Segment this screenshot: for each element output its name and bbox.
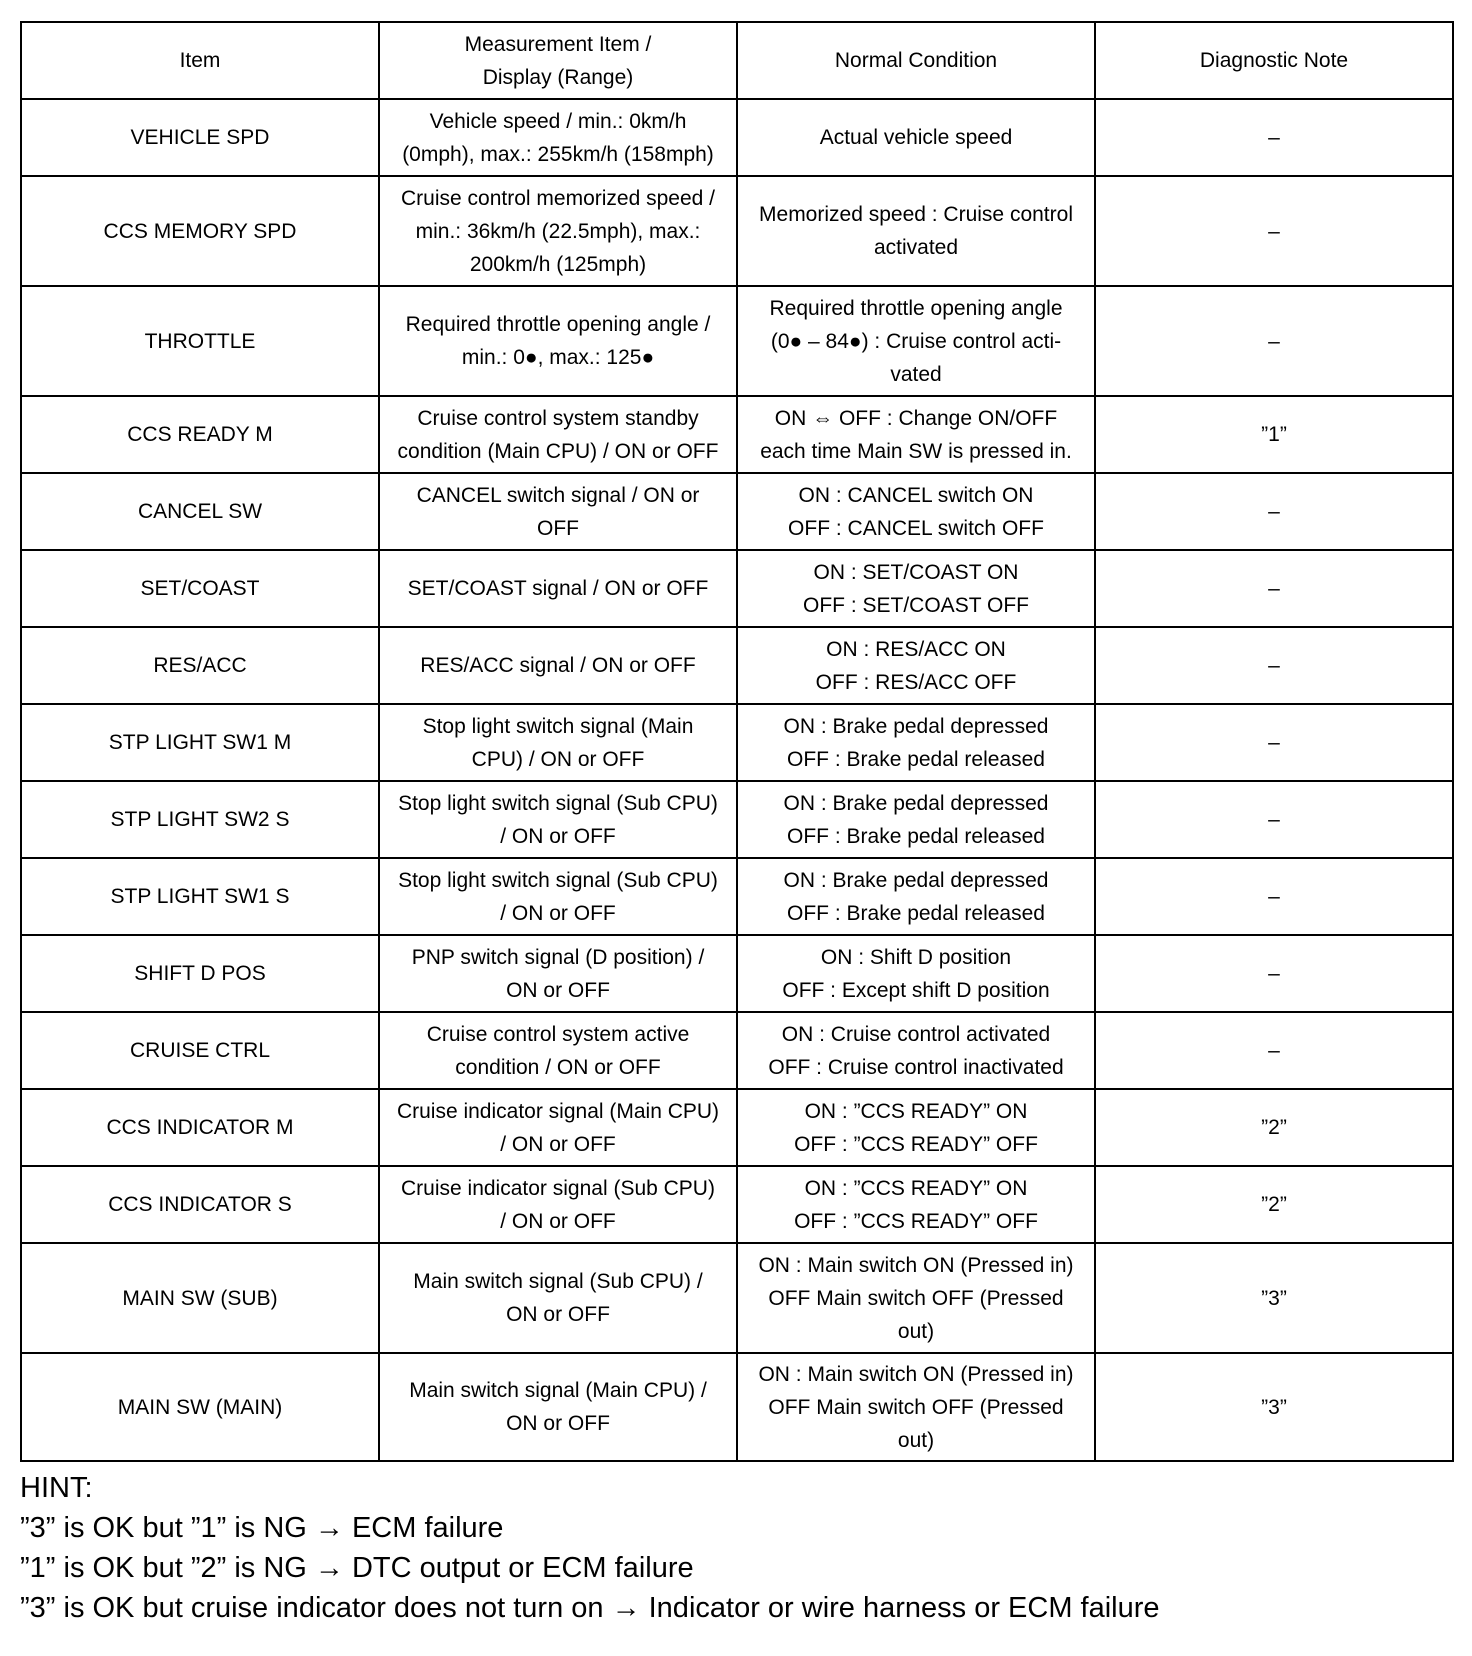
table-row	[21, 935, 1453, 1012]
cell-condition: Required throttle opening angle (0● – 84●) : Cruise control acti- vated	[737, 286, 1095, 396]
cell-measurement: Stop light switch signal (Sub CPU) / ON or OFF	[379, 781, 737, 858]
cell-item: MAIN SW (MAIN)	[21, 1353, 379, 1461]
header-measurement-item: Measurement Item / Display (Range)	[379, 22, 737, 99]
cell-item: CCS MEMORY SPD	[21, 176, 379, 286]
document-sheet	[20, 21, 1452, 1628]
cell-condition: ON : ”CCS READY” ON OFF : ”CCS READY” OFF	[737, 1089, 1095, 1166]
cell-measurement: Required throttle opening angle / min.: 0●, max.: 125●	[379, 286, 737, 396]
table-row	[21, 1243, 1453, 1353]
table-row	[21, 627, 1453, 704]
cell-condition: ON : Main switch ON (Pressed in) OFF Main switch OFF (Pressed out)	[737, 1353, 1095, 1461]
cell-measurement: Vehicle speed / min.: 0km/h (0mph), max.: 255km/h (158mph)	[379, 99, 737, 176]
cell-note: –	[1095, 781, 1453, 858]
cell-measurement: Stop light switch signal (Main CPU) / ON or OFF	[379, 704, 737, 781]
table-header-row	[21, 22, 1453, 99]
cell-item: MAIN SW (SUB)	[21, 1243, 379, 1353]
cell-condition: ON : Shift D position OFF : Except shift D position	[737, 935, 1095, 1012]
cell-measurement: Stop light switch signal (Sub CPU) / ON or OFF	[379, 858, 737, 935]
cell-condition: ON ⇔ OFF : Change ON/OFF each time Main SW is pressed in.	[737, 396, 1095, 473]
cell-note: –	[1095, 627, 1453, 704]
table-row	[21, 550, 1453, 627]
cell-note: ”3”	[1095, 1243, 1453, 1353]
cell-condition: ON : Brake pedal depressed OFF : Brake pedal released	[737, 858, 1095, 935]
table-row	[21, 286, 1453, 396]
cell-measurement: Cruise control system standby condition (Main CPU) / ON or OFF	[379, 396, 737, 473]
cell-note: –	[1095, 473, 1453, 550]
cell-measurement: CANCEL switch signal / ON or OFF	[379, 473, 737, 550]
cell-measurement: Cruise indicator signal (Sub CPU) / ON or OFF	[379, 1166, 737, 1243]
cell-item: CCS INDICATOR S	[21, 1166, 379, 1243]
cell-note: –	[1095, 99, 1453, 176]
cell-condition: ON : ”CCS READY” ON OFF : ”CCS READY” OFF	[737, 1166, 1095, 1243]
cell-condition: Memorized speed : Cruise control activated	[737, 176, 1095, 286]
cell-note: –	[1095, 858, 1453, 935]
cell-condition: ON : RES/ACC ON OFF : RES/ACC OFF	[737, 627, 1095, 704]
table-row	[21, 781, 1453, 858]
cell-measurement: PNP switch signal (D position) / ON or OFF	[379, 935, 737, 1012]
cell-item: VEHICLE SPD	[21, 99, 379, 176]
table-row	[21, 1166, 1453, 1243]
cell-note: ”2”	[1095, 1166, 1453, 1243]
cell-note: ”2”	[1095, 1089, 1453, 1166]
table-row	[21, 704, 1453, 781]
cell-measurement: Main switch signal (Main CPU) / ON or OFF	[379, 1353, 737, 1461]
cell-note: ”3”	[1095, 1353, 1453, 1461]
cell-note: –	[1095, 176, 1453, 286]
header-normal-condition: Normal Condition	[737, 22, 1095, 99]
cell-note: ”1”	[1095, 396, 1453, 473]
cell-item: THROTTLE	[21, 286, 379, 396]
cell-condition: ON : CANCEL switch ON OFF : CANCEL switch OFF	[737, 473, 1095, 550]
table-row	[21, 473, 1453, 550]
cell-note: –	[1095, 550, 1453, 627]
data-list-table	[20, 21, 1454, 1462]
cell-condition: ON : Main switch ON (Pressed in) OFF Main switch OFF (Pressed out)	[737, 1243, 1095, 1353]
cell-measurement: SET/COAST signal / ON or OFF	[379, 550, 737, 627]
hint-title: HINT:	[20, 1472, 93, 1504]
cell-note: –	[1095, 704, 1453, 781]
cell-condition: Actual vehicle speed	[737, 99, 1095, 176]
cell-condition: ON : Brake pedal depressed OFF : Brake pedal released	[737, 704, 1095, 781]
cell-condition: ON : SET/COAST ON OFF : SET/COAST OFF	[737, 550, 1095, 627]
cell-note: –	[1095, 1012, 1453, 1089]
hint-line: ”1” is OK but ”2” is NG → DTC output or ECM failure	[20, 1552, 694, 1584]
table-row	[21, 1089, 1453, 1166]
cell-item: CCS READY M	[21, 396, 379, 473]
table-row	[21, 858, 1453, 935]
cell-measurement: Cruise control memorized speed / min.: 36km/h (22.5mph), max.: 200km/h (125mph)	[379, 176, 737, 286]
table-row	[21, 176, 1453, 286]
cell-item: CCS INDICATOR M	[21, 1089, 379, 1166]
hint-line: ”3” is OK but ”1” is NG → ECM failure	[20, 1512, 504, 1544]
cell-item: RES/ACC	[21, 627, 379, 704]
hint-line: ”3” is OK but cruise indicator does not turn on → Indicator or wire harness or ECM failure	[20, 1592, 1160, 1624]
cell-item: CRUISE CTRL	[21, 1012, 379, 1089]
cell-measurement: Main switch signal (Sub CPU) / ON or OFF	[379, 1243, 737, 1353]
cell-note: –	[1095, 286, 1453, 396]
cell-item: STP LIGHT SW2 S	[21, 781, 379, 858]
cell-condition: ON : Brake pedal depressed OFF : Brake pedal released	[737, 781, 1095, 858]
cell-condition: ON : Cruise control activated OFF : Cruise control inactivated	[737, 1012, 1095, 1089]
table-row	[21, 1012, 1453, 1089]
cell-item: STP LIGHT SW1 S	[21, 858, 379, 935]
table-row	[21, 1353, 1453, 1461]
cell-item: STP LIGHT SW1 M	[21, 704, 379, 781]
table-row	[21, 396, 1453, 473]
cell-item: SHIFT D POS	[21, 935, 379, 1012]
header-diagnostic-note: Diagnostic Note	[1095, 22, 1453, 99]
table-row	[21, 99, 1453, 176]
header-item: Item	[21, 22, 379, 99]
hint-block	[20, 1468, 1452, 1628]
cell-measurement: RES/ACC signal / ON or OFF	[379, 627, 737, 704]
cell-measurement: Cruise indicator signal (Main CPU) / ON or OFF	[379, 1089, 737, 1166]
cell-note: –	[1095, 935, 1453, 1012]
cell-measurement: Cruise control system active condition / ON or OFF	[379, 1012, 737, 1089]
cell-item: CANCEL SW	[21, 473, 379, 550]
cell-item: SET/COAST	[21, 550, 379, 627]
